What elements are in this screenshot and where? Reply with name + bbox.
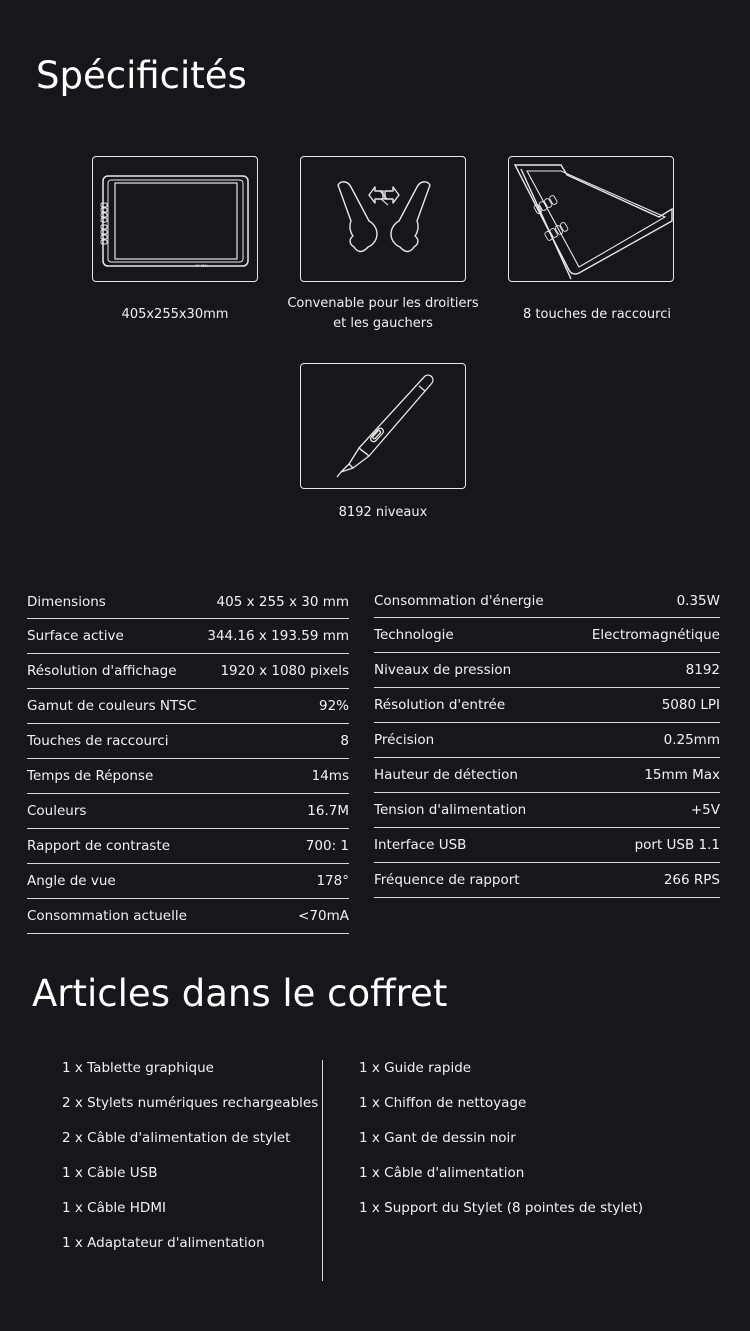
spec-label: Résolution d'entrée — [374, 697, 506, 713]
shortcut-keys-icon — [509, 157, 675, 283]
spec-label: Résolution d'affichage — [27, 663, 177, 679]
list-item: 1 x Câble d'alimentation — [359, 1165, 525, 1181]
table-row — [27, 759, 349, 794]
tablet-dimensions-caption: 405x255x30mm — [121, 307, 229, 322]
spec-label: Consommation actuelle — [27, 908, 187, 924]
tablet-brand-label: XP-PEN — [195, 264, 208, 268]
spec-label: Dimensions — [27, 593, 106, 610]
list-item: 2 x Stylets numériques rechargeables — [62, 1095, 319, 1111]
spec-label: Rapport de contraste — [27, 838, 171, 854]
spec-value: 1920 x 1080 pixels — [220, 663, 349, 679]
table-row — [27, 654, 349, 689]
spec-value: 0.25mm — [663, 732, 720, 748]
shortcut-keys-card — [508, 156, 674, 282]
table-row — [27, 864, 349, 899]
spec-value: 700: 1 — [305, 838, 349, 854]
list-item: 2 x Câble d'alimentation de stylet — [62, 1130, 291, 1146]
table-row — [27, 724, 349, 759]
left-right-hand-caption: Convenable pour les droitiers et les gauchers — [287, 296, 479, 331]
pressure-levels-card — [300, 363, 466, 489]
tablet-display-icon — [93, 157, 259, 283]
table-row — [374, 584, 720, 618]
table-row — [374, 688, 720, 723]
spec-label: Couleurs — [27, 803, 87, 819]
spec-label: Surface active — [27, 628, 124, 644]
table-row — [27, 794, 349, 829]
spec-label: Fréquence de rapport — [374, 872, 520, 888]
shortcut-keys-caption: 8 touches de raccourci — [523, 307, 671, 322]
spec-value: 344.16 x 193.59 mm — [207, 628, 349, 644]
table-row — [374, 618, 720, 653]
table-row — [374, 793, 720, 828]
spec-value: 14ms — [311, 768, 349, 784]
table-row — [374, 653, 720, 688]
box-items-left — [62, 1051, 318, 1261]
spec-value: Electromagnétique — [591, 627, 720, 643]
spec-value: 8 — [340, 733, 349, 749]
table-row — [27, 585, 349, 619]
table-row — [27, 829, 349, 864]
specifications-title: Spécificités — [36, 54, 247, 97]
specs-table-left — [27, 585, 349, 934]
spec-value: 405 x 255 x 30 mm — [216, 593, 349, 610]
spec-value: port USB 1.1 — [634, 837, 720, 853]
list-item: 1 x Câble HDMI — [62, 1200, 166, 1216]
tablet-dimensions-card — [92, 156, 258, 282]
spec-label: Consommation d'énergie — [374, 592, 544, 609]
spec-value: 8192 — [685, 662, 720, 678]
spec-label: Hauteur de détection — [374, 767, 518, 783]
spec-label: Angle de vue — [27, 873, 116, 889]
box-contents-title: Articles dans le coffret — [32, 972, 448, 1015]
table-row — [374, 758, 720, 793]
spec-label: Technologie — [374, 627, 454, 643]
spec-label: Gamut de couleurs NTSC — [27, 698, 197, 714]
list-item: 1 x Gant de dessin noir — [359, 1130, 516, 1146]
list-item: 1 x Chiffon de nettoyage — [359, 1095, 527, 1111]
list-item: 1 x Câble USB — [62, 1165, 158, 1181]
list-item: 1 x Adaptateur d'alimentation — [62, 1235, 265, 1251]
spec-value: 266 RPS — [663, 872, 720, 888]
spec-value: 16.7M — [307, 803, 349, 819]
spec-value: 15mm Max — [644, 767, 720, 783]
pressure-levels-caption: 8192 niveaux — [338, 505, 428, 520]
left-right-hand-icon — [301, 157, 467, 283]
spec-label: Précision — [374, 732, 435, 748]
list-item: 1 x Guide rapide — [359, 1060, 472, 1076]
left-right-hand-card — [300, 156, 466, 282]
spec-label: Temps de Réponse — [27, 768, 154, 784]
table-row — [374, 723, 720, 758]
specs-table-right — [374, 584, 720, 898]
list-item: 1 x Tablette graphique — [62, 1060, 214, 1076]
list-item: 1 x Support du Stylet (8 pointes de stylet) — [359, 1200, 644, 1216]
spec-label: Niveaux de pression — [374, 662, 512, 678]
spec-value: 178° — [316, 873, 349, 889]
spec-value: 5080 LPI — [661, 697, 720, 713]
spec-label: Tension d'alimentation — [374, 802, 527, 818]
spec-value: +5V — [690, 802, 720, 818]
table-row — [27, 689, 349, 724]
box-items-right — [359, 1051, 643, 1226]
column-divider — [322, 1060, 323, 1281]
spec-label: Touches de raccourci — [27, 733, 169, 749]
spec-value: 0.35W — [676, 592, 720, 609]
table-row — [27, 899, 349, 934]
stylus-pen-icon — [301, 364, 467, 490]
table-row — [374, 863, 720, 898]
spec-value: 92% — [318, 698, 349, 714]
table-row — [374, 828, 720, 863]
spec-value: <70mA — [298, 908, 349, 924]
spec-label: Interface USB — [374, 837, 467, 853]
table-row — [27, 619, 349, 654]
